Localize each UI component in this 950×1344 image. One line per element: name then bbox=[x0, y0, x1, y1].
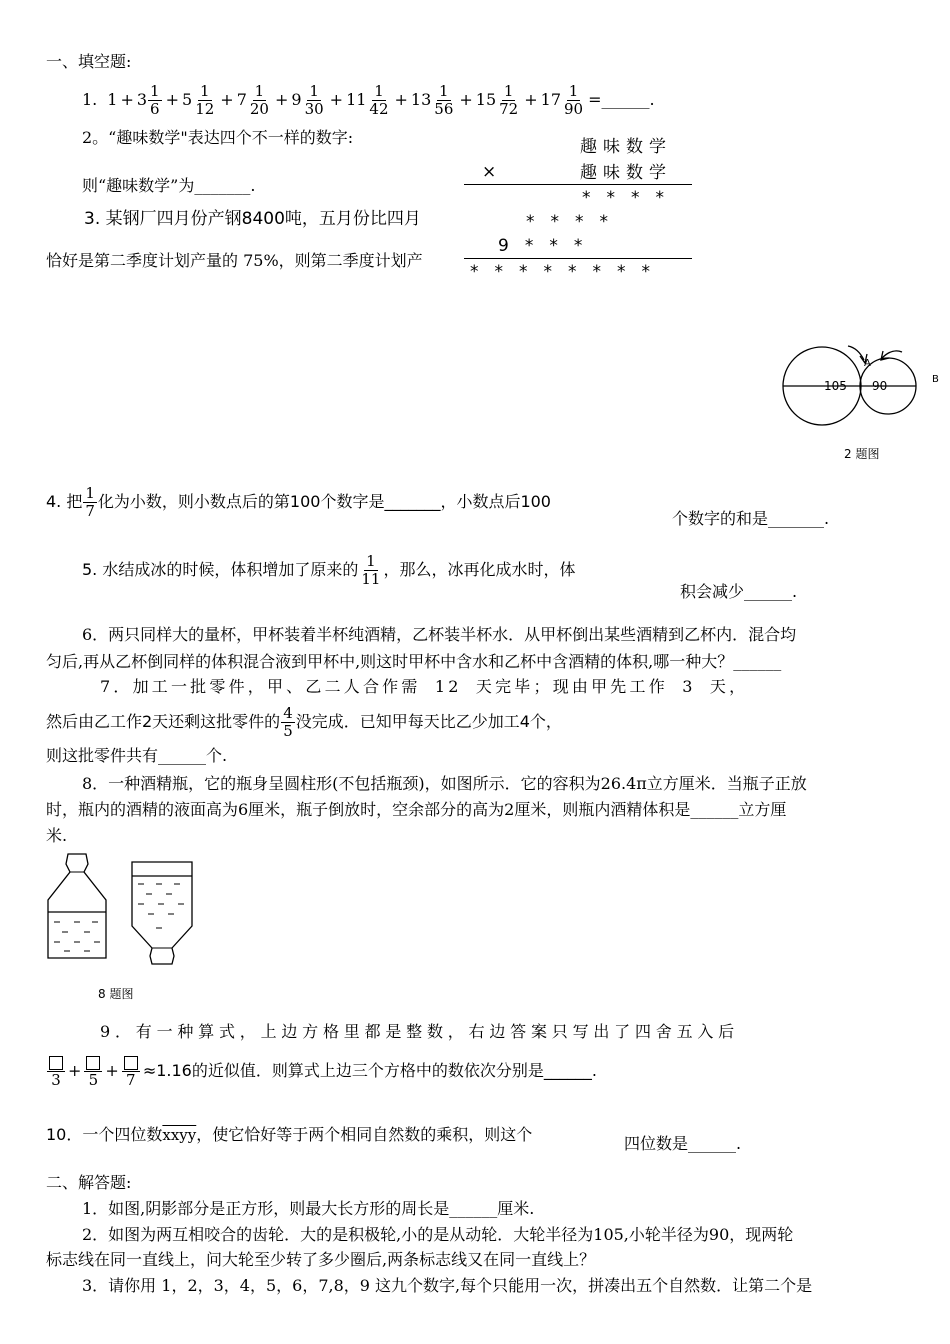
q1-fraction bbox=[193, 83, 216, 118]
q10-mid: ，使它恰好等于两个相同自然数的乘积，则这个 bbox=[196, 1125, 533, 1144]
plus-sign: + bbox=[68, 1061, 82, 1080]
q1-terms bbox=[107, 83, 586, 118]
mult-star: * bbox=[494, 262, 503, 282]
mult-star: * bbox=[470, 262, 479, 282]
q1-mixed-number bbox=[541, 83, 586, 118]
q1-denominator: 56 bbox=[434, 99, 454, 118]
mult-row4 bbox=[526, 212, 608, 232]
mult-star: * bbox=[573, 236, 583, 256]
mult-star: * bbox=[606, 188, 615, 208]
q1-mixed-number bbox=[237, 83, 272, 118]
q1-mixed-number bbox=[182, 83, 217, 118]
s2-problem3: 3．请你用 1，2，3，4，5，6，7,8，9 这九个数字,每个只能用一次，拼凑出五个自然数．让第二个是 bbox=[82, 1276, 813, 1295]
q9-fraction-1 bbox=[47, 1054, 65, 1089]
q1-whole: 3 bbox=[136, 90, 148, 109]
mult-star: * bbox=[641, 262, 650, 282]
q7-line2 bbox=[46, 702, 562, 742]
q9-line1: 9．有一种算式，上边方格里都是整数，右边答案只写出了四舍五入后 bbox=[100, 1022, 739, 1041]
q1-whole: 13 bbox=[410, 90, 432, 109]
mult-star: 9 bbox=[498, 236, 509, 256]
mult-char: 味 bbox=[603, 163, 620, 183]
q1-fraction bbox=[497, 83, 520, 118]
q1-label: 1. bbox=[82, 90, 98, 109]
q3-line2: 恰好是第二季度计划产量的 75%，则第二季度计划产 bbox=[46, 251, 423, 270]
q1-numerator: 1 bbox=[374, 81, 384, 100]
mult-char: 数 bbox=[626, 137, 643, 157]
q5-mid: ，那么，冰再化成水时，体 bbox=[383, 560, 576, 579]
q1-denominator: 12 bbox=[195, 99, 215, 118]
mult-star: * bbox=[617, 262, 626, 282]
q1-denominator: 30 bbox=[304, 99, 324, 118]
q9-den-1: 3 bbox=[51, 1070, 61, 1089]
mult-star: * bbox=[599, 212, 608, 232]
mult-star: * bbox=[519, 262, 528, 282]
q2-line1: 2。“趣味数学"表达四个不一样的数字: bbox=[82, 128, 354, 147]
q1-mixed-number bbox=[411, 83, 456, 118]
q10-line bbox=[46, 1125, 532, 1145]
q1-denominator: 72 bbox=[499, 99, 519, 118]
plus-sign: + bbox=[459, 90, 473, 109]
q1-numerator: 1 bbox=[439, 81, 449, 100]
q1-denominator: 42 bbox=[369, 99, 389, 118]
q5-tail: 积会减少______. bbox=[680, 582, 798, 601]
q1-numerator: 1 bbox=[568, 81, 579, 100]
plus-sign: + bbox=[220, 90, 234, 109]
q4-pre: 4. 把 bbox=[46, 492, 83, 511]
q1-mixed-number bbox=[346, 83, 391, 118]
q9-box-1 bbox=[47, 1054, 65, 1072]
plus-sign: + bbox=[274, 90, 289, 109]
plus-sign: + bbox=[394, 90, 408, 109]
q1-whole: 9 bbox=[291, 90, 302, 109]
mult-star: * bbox=[631, 188, 640, 208]
mult-star: * bbox=[582, 188, 591, 208]
mult-rule2 bbox=[464, 258, 692, 259]
mult-star: * bbox=[550, 212, 559, 232]
q1-numerator: 1 bbox=[199, 81, 210, 100]
q1-whole: 17 bbox=[540, 90, 561, 109]
q7-line3: 则这批零件共有______个. bbox=[46, 746, 228, 765]
q1-numerator: 1 bbox=[309, 81, 319, 100]
q5-fraction bbox=[359, 553, 382, 588]
mult-row2 bbox=[580, 158, 666, 183]
q1-fraction bbox=[148, 83, 162, 118]
gears-diagram bbox=[782, 338, 942, 438]
mult-char: 趣 bbox=[580, 163, 597, 183]
q10-tail: 四位数是______. bbox=[624, 1134, 742, 1153]
q1-equation bbox=[82, 78, 655, 122]
s2-problem2-line1: 2．如图为两互相咬合的齿轮．大的是积极轮,小的是从动轮．大轮半径为105,小轮半径为90，现两轮 bbox=[82, 1225, 794, 1244]
gear-right-label: 90 bbox=[872, 379, 888, 393]
q1-fraction bbox=[367, 83, 390, 118]
q9-den-3: 7 bbox=[126, 1070, 136, 1089]
q1-fraction bbox=[248, 83, 271, 118]
q4-fraction bbox=[83, 485, 97, 520]
q1-denominator: 6 bbox=[150, 99, 160, 118]
mult-star: * bbox=[526, 212, 535, 232]
mult-times: × bbox=[482, 162, 497, 182]
mult-star: * bbox=[549, 236, 558, 256]
bottle-figure bbox=[44, 852, 214, 1002]
q4-den: 7 bbox=[85, 501, 95, 520]
q1-fraction bbox=[303, 83, 326, 118]
q6-line1: 6．两只同样大的量杯，甲杯装着半杯纯酒精，乙杯装半杯水．从甲杯倒出某些酒精到乙杯内．混合均 bbox=[82, 625, 797, 644]
plus-sign: + bbox=[120, 90, 134, 109]
q1-denominator: 20 bbox=[249, 99, 269, 118]
q1-tail: =______. bbox=[588, 90, 655, 109]
q1-mixed-number bbox=[107, 90, 117, 110]
q1-numerator: 1 bbox=[150, 81, 160, 100]
gear-point-b: B bbox=[932, 374, 939, 385]
q8-line1: 8．一种酒精瓶，它的瓶身呈圆柱形(不包括瓶颈)，如图所示．它的容积为26.4π立方厘米．当瓶子正放 bbox=[82, 774, 807, 793]
plus-sign: + bbox=[329, 90, 344, 109]
q1-mixed-number bbox=[137, 83, 163, 118]
q1-whole: 1 bbox=[107, 90, 118, 109]
q5-num: 1 bbox=[366, 551, 376, 570]
mult-star: * bbox=[543, 262, 552, 282]
mult-row6 bbox=[470, 262, 650, 282]
q9-box-3 bbox=[122, 1054, 140, 1072]
q5-pre: 5. 水结成冰的时候，体积增加了原来的 bbox=[82, 560, 359, 579]
q1-denominator: 90 bbox=[564, 99, 584, 118]
q8-line2: 时，瓶内的酒精的液面高为6厘米，瓶子倒放时，空余部分的高为2厘米，则瓶内酒精体积是______立方厘 bbox=[46, 800, 787, 819]
gear-point-a: A bbox=[864, 358, 871, 369]
q1-whole: 15 bbox=[475, 90, 497, 109]
q5-line bbox=[82, 550, 575, 590]
mult-char: 学 bbox=[649, 137, 666, 157]
bottles-diagram bbox=[44, 852, 214, 977]
plus-sign: + bbox=[165, 90, 179, 109]
q1-whole: 5 bbox=[182, 90, 193, 109]
mult-char: 数 bbox=[626, 163, 643, 183]
q9-fraction-3 bbox=[122, 1054, 140, 1089]
plus-sign: + bbox=[105, 1061, 119, 1080]
q7-line2-post: 没完成．已知甲每天比乙少加工4个， bbox=[295, 712, 562, 731]
q6-line2: 匀后,再从乙杯倒同样的体积混合液到甲杯中,则这时甲杯中含水和乙杯中含酒精的体积,哪一种大？______ bbox=[46, 652, 782, 671]
q7-num: 4 bbox=[283, 703, 293, 722]
mult-char: 趣 bbox=[580, 137, 597, 157]
s2-problem1: 1．如图,阴影部分是正方形，则最大长方形的周长是______厘米. bbox=[82, 1199, 535, 1218]
mult-star: * bbox=[575, 212, 584, 232]
q1-whole: 11 bbox=[346, 90, 367, 109]
q4-line bbox=[46, 482, 551, 522]
q9-fraction-2 bbox=[84, 1054, 102, 1089]
section1-heading: 一、填空题: bbox=[46, 52, 132, 71]
plus-sign: + bbox=[524, 90, 538, 109]
q3-block bbox=[46, 205, 460, 275]
q7-line2-pre: 然后由乙工作2天还剩这批零件的 bbox=[46, 712, 281, 731]
q1-fraction bbox=[432, 83, 455, 118]
q1-numerator: 1 bbox=[503, 81, 514, 100]
q9-box-2 bbox=[84, 1054, 102, 1072]
q4-mid: 化为小数，则小数点后的第100个数字是_______，小数点后100 bbox=[97, 492, 551, 511]
gears-figure bbox=[782, 338, 942, 468]
q5-den: 11 bbox=[361, 569, 381, 588]
gear-left-label: 105 bbox=[824, 379, 847, 393]
q10-pre: 10．一个四位数 bbox=[46, 1125, 163, 1144]
q4-tail: 个数字的和是_______. bbox=[672, 509, 830, 528]
q10-overline-number: xxyy bbox=[162, 1126, 197, 1144]
mult-star: * bbox=[568, 262, 577, 282]
q7-den: 5 bbox=[283, 721, 293, 740]
mult-row1 bbox=[580, 132, 666, 157]
q1-mixed-number bbox=[476, 83, 521, 118]
q1-whole: 7 bbox=[236, 90, 247, 109]
q8-line3: 米. bbox=[46, 826, 68, 845]
q1-mixed-number bbox=[291, 83, 326, 118]
mult-star: * bbox=[524, 236, 534, 256]
q2-line2: 则“趣味数学”为_______. bbox=[82, 176, 256, 195]
q9-tail: ≈1.16的近似值．则算式上边三个方格中的数依次分别是______. bbox=[142, 1061, 597, 1080]
mult-row5 bbox=[498, 236, 582, 256]
s2-problem2-line2: 标志线在同一直线上，问大轮至少转了多少圈后,两条标志线又在同一直线上？ bbox=[46, 1250, 596, 1269]
q9-line2 bbox=[46, 1046, 597, 1096]
mult-star: * bbox=[592, 262, 601, 282]
q1-fraction bbox=[562, 83, 585, 118]
q7-line1: 7．加工一批零件，甲、乙二人合作需 12 天完毕；现由甲先工作 3 天， bbox=[100, 677, 749, 696]
section2-heading: 二、解答题: bbox=[46, 1173, 132, 1192]
q1-numerator: 1 bbox=[254, 81, 265, 100]
mult-rule1 bbox=[464, 184, 692, 185]
q9-den-2: 5 bbox=[88, 1070, 99, 1089]
gears-caption: 2 题图 bbox=[844, 447, 880, 461]
mult-char: 学 bbox=[649, 163, 666, 183]
mult-row3 bbox=[582, 188, 664, 208]
q2-multiplication bbox=[460, 130, 692, 280]
q7-fraction bbox=[281, 705, 295, 740]
mult-char: 味 bbox=[603, 137, 620, 157]
bottles-caption: 8 题图 bbox=[98, 987, 134, 1001]
mult-star: * bbox=[655, 188, 664, 208]
q3-line1: 3. 某钢厂四月份产钢8400吨，五月份比四月 bbox=[84, 209, 421, 229]
q4-num: 1 bbox=[85, 483, 95, 502]
